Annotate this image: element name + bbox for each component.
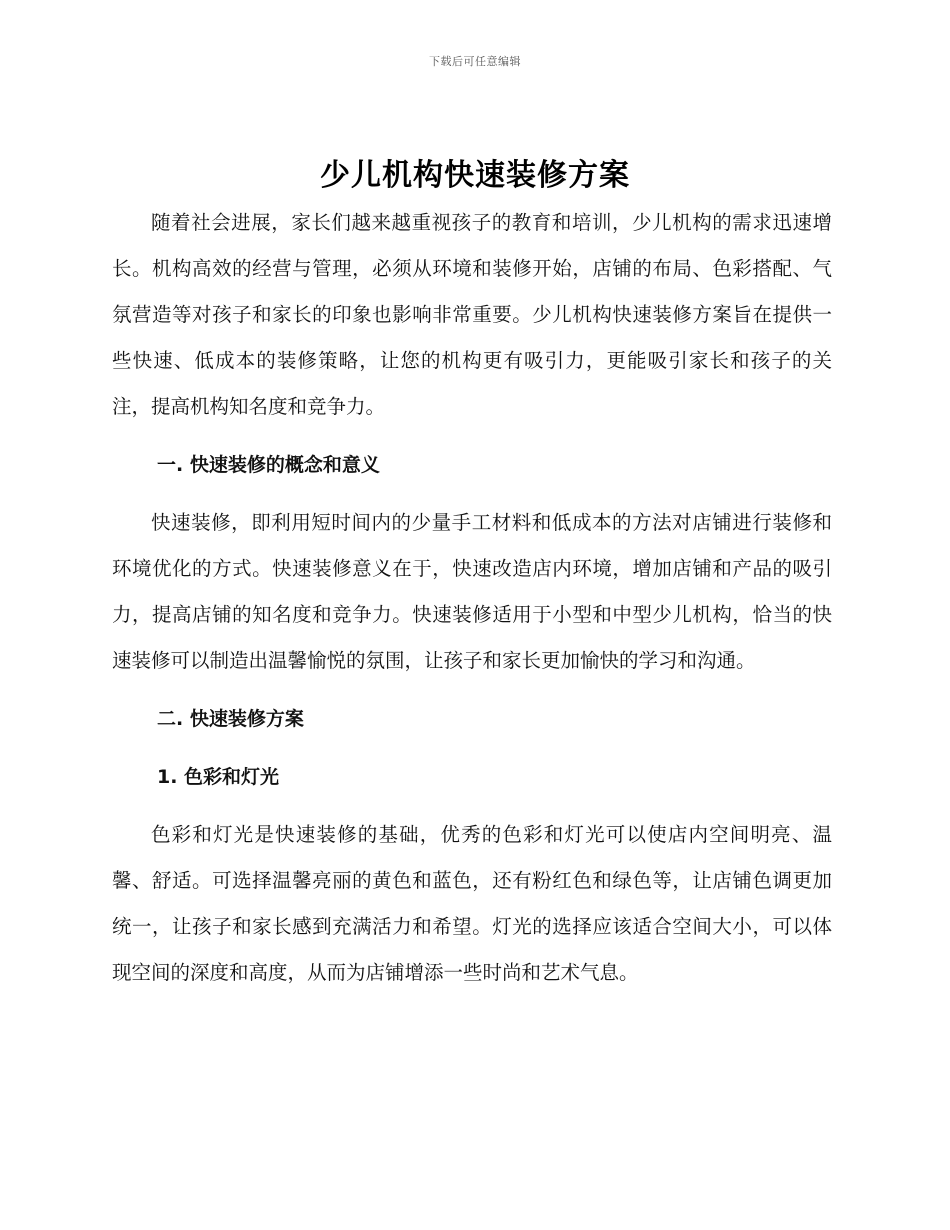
spacer (112, 800, 832, 812)
spacer (112, 742, 832, 754)
document-title: 少儿机构快速装修方案 (320, 158, 630, 193)
section-1-heading: 一. 快速装修的概念和意义 (157, 454, 380, 476)
section-2-heading: 二. 快速装修方案 (157, 708, 304, 730)
spacer (112, 684, 832, 696)
subsection-1-paragraph: 色彩和灯光是快速装修的基础，优秀的色彩和灯光可以使店内空间明亮、温馨、舒适。可选择温馨亮丽的黄色和蓝色，还有粉红色和绿色等，让店铺色调更加统一，让孩子和家长感到充满活力和希望。灯光的选择应该适合空间大小，可以体现空间的深度和高度，从而为店铺增添一些时尚和艺术气息。 (112, 823, 832, 984)
spacer (112, 430, 832, 442)
page-header-note: 下载后可任意编辑 (429, 55, 521, 68)
document-body (112, 200, 832, 996)
spacer (112, 488, 832, 500)
section-1-paragraph: 快速装修，即利用短时间内的少量手工材料和低成本的方法对店铺进行装修和环境优化的方式。快速装修意义在于，快速改造店内环境，增加店铺和产品的吸引力，提高店铺的知名度和竞争力。快速装修适用于小型和中型少儿机构，恰当的快速装修可以制造出温馨愉悦的氛围，让孩子和家长更加愉快的学习和沟通。 (112, 511, 832, 672)
subsection-1-heading: 1. 色彩和灯光 (157, 766, 280, 788)
intro-paragraph: 随着社会进展，家长们越来越重视孩子的教育和培训，少儿机构的需求迅速增长。机构高效的经营与管理，必须从环境和装修开始，店铺的布局、色彩搭配、气氛营造等对孩子和家长的印象也影响非常重要。少儿机构快速装修方案旨在提供一些快速、低成本的装修策略，让您的机构更有吸引力，更能吸引家长和孩子的关注，提高机构知名度和竞争力。 (112, 211, 832, 418)
